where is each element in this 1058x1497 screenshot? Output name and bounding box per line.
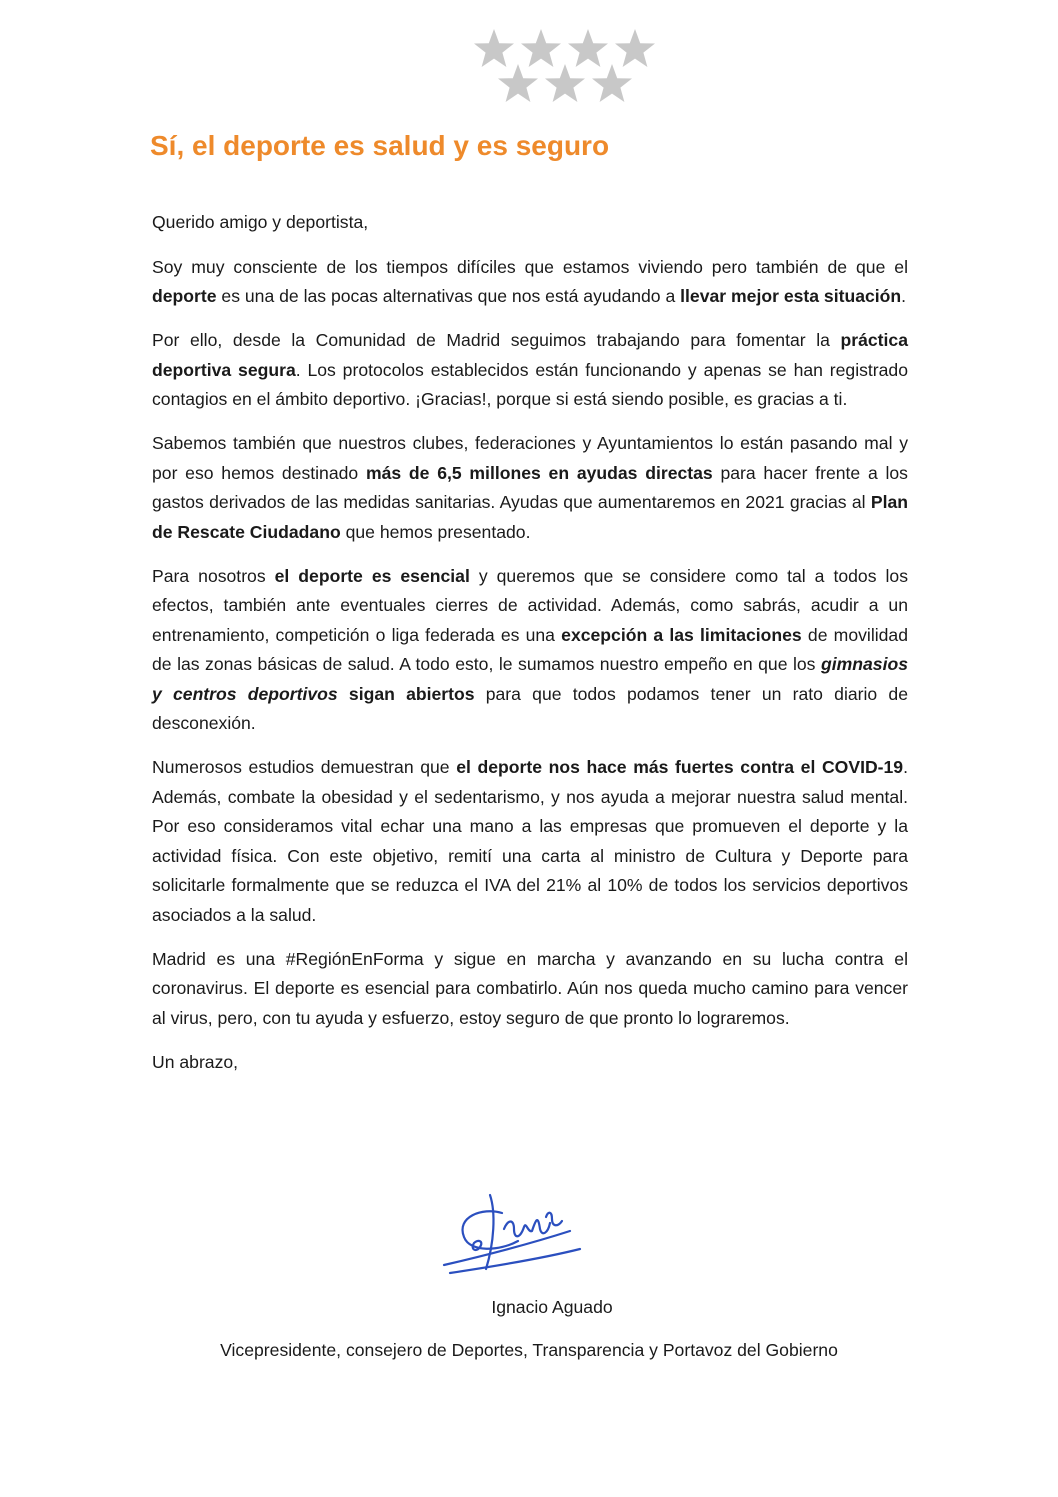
paragraph-1: Soy muy consciente de los tiempos difíciles que estamos viviendo pero también de que el deporte es una de las pocas alternativas que nos está ayudando a llevar mejor esta situación. (152, 256, 908, 306)
paragraph-4: Para nosotros el deporte es esencial y queremos que se considere como tal a todos los efectos, también ante eventuales cierres de actividad. Además, como sabrás, acudir a un entrenamiento, competición o liga federada es una excepción a las limitaciones de movilidad de las zonas básicas de salud. A todo esto, le sumamos nuestro empeño en que los gimnasios y centros deportivos sigan abiertos para que todos podamos tener un rato diario de desconexión. (152, 565, 908, 733)
signer-role: Vicepresidente, consejero de Deportes, Transparencia y Portavoz del Gobierno (220, 1340, 838, 1360)
paragraph-5: Numerosos estudios demuestran que el deporte nos hace más fuertes contra el COVID-19. Además, combate la obesidad y el sedentarismo, y nos ayuda a mejorar nuestra salud mental. Por eso consideramos vital echar una mano a las empresas que promueven el deporte y la actividad física. Con este objetivo, remití una carta al ministro de Cultura y Deporte para solicitarle formalmente que se reduzca el IVA del 21% al 10% de todos los servicios deportivos asociados a la salud. (152, 757, 908, 925)
paragraph-3: Sabemos también que nuestros clubes, federaciones y Ayuntamientos lo están pasando mal y por eso hemos destinado más de 6,5 millones en ayudas directas para hacer frente a los gastos derivados de las medidas sanitarias. Ayudas que aumentaremos en 2021 gracias al Plan de Rescate Ciudadano que hemos presentado. (152, 433, 908, 542)
paragraph-2: Por ello, desde la Comunidad de Madrid seguimos trabajando para fomentar la práctica deportiva segura. Los protocolos establecidos están funcionando y apenas se han registrado contagios en el ámbito deportivo. ¡Gracias!, porque si está siendo posible, es gracias a ti. (152, 330, 908, 409)
signer-name-row (0, 1297, 1058, 1318)
letter-body (152, 208, 908, 1092)
greeting: Querido amigo y deportista, (152, 212, 369, 232)
seven-stars-logo-icon (470, 28, 660, 106)
paragraph-6: Madrid es una #RegiónEnForma y sigue en marcha y avanzando en su lucha contra el coronavirus. El deporte es esencial para combatirlo. Aún nos queda mucho camino para vencer al virus, pero, con tu ayuda y esfuerzo, estoy seguro de que pronto lo lograremos. (152, 948, 908, 1028)
closing: Un abrazo, (152, 1051, 239, 1072)
signer-role-row (0, 1340, 1058, 1361)
signer-name: Ignacio Aguado (491, 1297, 613, 1317)
handwritten-signature-icon (430, 1183, 590, 1283)
letter-title: Sí, el deporte es salud y es seguro (150, 130, 610, 161)
